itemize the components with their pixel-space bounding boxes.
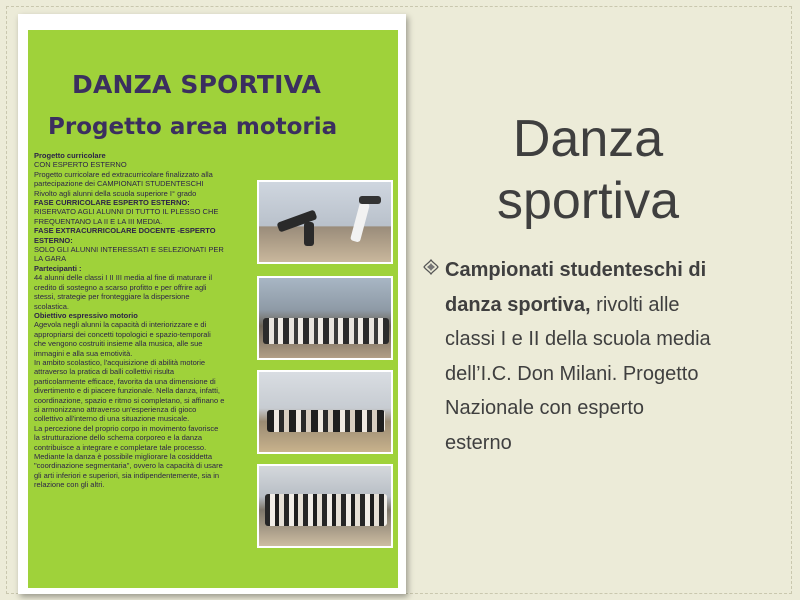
poster-text-line: La percezione del proprio corpo in movimento favorisce (34, 423, 219, 433)
poster-text-line: partecipazione dei CAMPIONATI STUDENTESCHI (34, 179, 204, 189)
slide-title-line1: Danza (512, 110, 664, 168)
bullet-line: esterno (445, 431, 512, 454)
slide-title (478, 108, 698, 232)
poster-text-line: Agevola negli alunni la capacità di interiorizzare e di (34, 320, 207, 330)
poster-text-line: Rivolto agli alunni della scuola superiore I° grado (34, 188, 197, 198)
poster-text-line: divertimento e di piacere funzionale. Nella danza, infatti, (34, 386, 220, 396)
poster-photo-group (257, 276, 393, 360)
poster-text-line: che vengono costruiti insieme alla musica, alle sue (34, 339, 203, 349)
poster-text-line: SOLO GLI ALUNNI INTERESSATI E SELEZIONATI PER (34, 245, 224, 255)
slide-title-line2: sportiva (496, 172, 680, 230)
poster-text-line: contribuisce a integrare e completare tale processo. (34, 442, 207, 452)
poster-text-line: FREQUENTANO LA II E LA III MEDIA. (34, 216, 163, 226)
poster-text-line: RISERVATO AGLI ALUNNI DI TUTTO IL PLESSO CHE (34, 207, 219, 217)
poster-text-line: ESTERNO: (34, 235, 73, 245)
poster-text-line: particolarmente efficace, favorita da una dimensione di (34, 376, 216, 386)
poster-text-line: la strutturazione dello schema corporeo e la danza (34, 433, 203, 443)
poster-text-line: Mediante la danza è possibile migliorare la cosiddetta (34, 452, 213, 461)
poster-image (18, 14, 406, 594)
poster-text-line: LA GARA (34, 254, 67, 264)
poster-text-line: si armonizzano attraverso un'esperienza di gioco (34, 404, 197, 414)
poster-text-line: scolastica. (34, 301, 70, 311)
poster-photo-performance (257, 464, 393, 548)
poster-text-line: credito di sostegno a scarso profitto e per offrire agli (34, 282, 207, 292)
poster-text-line: collettivo all'interno di una situazione musicale. (34, 414, 190, 424)
poster-text-line: FASE EXTRACURRICOLARE DOCENTE -ESPERTO (34, 226, 216, 236)
poster-text-line: appropriarsi dei concetti topologici e spazio-temporali (34, 329, 211, 339)
poster-text-line: immagini e alla sua emotività. (34, 348, 133, 358)
poster-body-text (34, 151, 254, 490)
poster-text-line: Obiettivo espressivo motorio (34, 310, 138, 320)
bullet-text: rivolti alle (590, 293, 680, 316)
poster-text-line: coordinazione, spazio e ritmo si completano, si affinano e (34, 395, 225, 405)
poster-text-line: relazione con gli altri. (34, 480, 105, 490)
bullet-line (445, 288, 775, 323)
poster-text-line: stessi, strategie per fronteggiare la dispersione (34, 292, 190, 302)
poster-text-line: attraverso la pratica di balli collettivi risulta (34, 367, 175, 377)
poster-subtitle: Progetto area motoria (48, 114, 338, 140)
poster-text-line: CON ESPERTO ESTERNO (34, 160, 127, 170)
poster-text-line: 44 alunni delle classi I II III media al fine di maturare il (34, 273, 213, 283)
poster-photo-breakdance (257, 180, 393, 264)
poster-text-line: gli arti inferiori e superiori, sia indipendentemente, sia in (34, 470, 220, 480)
bullet-line: dell’I.C. Don Milani. Progetto (445, 362, 699, 385)
fleuron-bullet-icon (423, 259, 439, 275)
poster-panel (28, 30, 398, 588)
poster-text-line: Partecipanti : (34, 263, 82, 273)
poster-text-line: Progetto curricolare ed extracurricolare finalizzato alla (34, 169, 213, 179)
bullet-paragraph (445, 253, 775, 460)
bullet-line: Campionati studenteschi di (445, 259, 707, 281)
bullet-bold-text: danza sportiva, (445, 293, 591, 316)
poster-photo-dancers-floor (257, 370, 393, 454)
poster-text-line: Progetto curricolare (34, 151, 106, 160)
bullet-line: Nazionale con esperto (445, 397, 645, 419)
bullet-line: classi I e II della scuola media (445, 328, 711, 350)
poster-text-line: FASE CURRICOLARE ESPERTO ESTERNO: (34, 198, 190, 208)
poster-text-line: "coordinazione segmentaria", ovvero la capacità di usare (34, 461, 223, 471)
poster-title: DANZA SPORTIVA (72, 70, 322, 99)
poster-text-line: In ambito scolastico, l'acquisizione di abilità motorie (34, 357, 206, 367)
